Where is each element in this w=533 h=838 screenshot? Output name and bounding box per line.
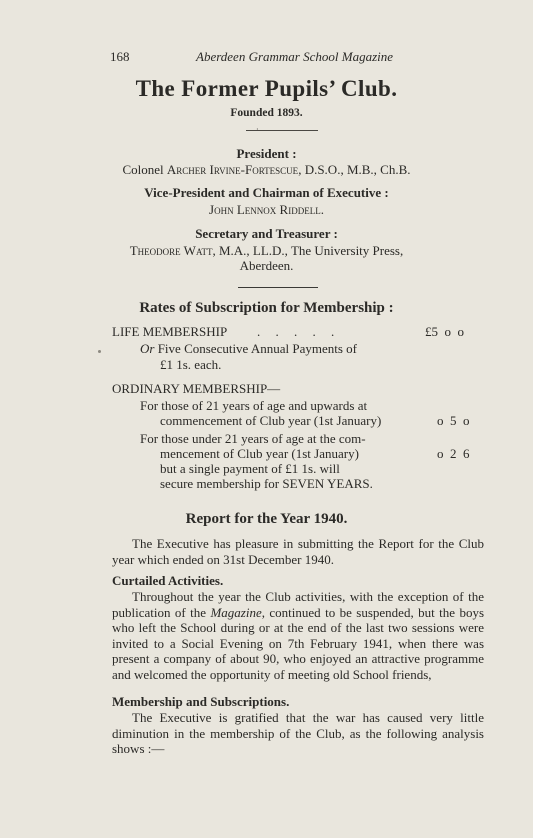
membership-heading: Membership and Subscriptions.	[112, 694, 290, 709]
activities-text-part2: , continued to be suspended, but the boys who left the School during or at the end of the last two sessions were invited to a Social Evening on 7th February 1941, when there was present a company of about 90, who enjoyed an attractive programme and welcomed the opportunity of meeting old School friends,	[112, 604, 485, 682]
adult-rate-line2: commencement of Club year (1st January)	[160, 413, 382, 428]
secretary-city: Aberdeen.	[239, 258, 294, 273]
junior-rate-line3: but a single payment of £1 1s. will	[160, 461, 340, 476]
life-membership-leader: . . . . .	[257, 324, 341, 339]
life-alternative-text: Five Consecutive Annual Payments of	[154, 341, 358, 356]
president-line	[0, 162, 533, 178]
life-alternative-or: Or	[140, 341, 155, 356]
activities-heading: Curtailed Activities.	[112, 573, 224, 588]
running-header	[0, 49, 533, 69]
adult-rate-amount: o 5 o	[437, 413, 470, 428]
secretary-name: Theodore Watt	[129, 243, 213, 258]
president-rank: Colonel	[122, 162, 167, 177]
life-alternative-amount: £1 1s. each.	[160, 357, 222, 372]
junior-rate-line2: mencement of Club year (1st January)	[160, 446, 359, 461]
page-number: 168	[110, 49, 130, 64]
ordinary-membership-label: ORDINARY MEMBERSHIP—	[112, 381, 281, 396]
report-intro	[112, 536, 484, 567]
junior-rate-line4: secure membership for SEVEN YEARS.	[160, 476, 373, 491]
print-speck	[98, 350, 101, 353]
president-heading: President :	[236, 146, 297, 161]
life-membership-label: LIFE MEMBERSHIP	[112, 324, 228, 339]
life-membership-amount: £5 o o	[425, 324, 464, 339]
activities-magazine-name: Magazine	[210, 604, 262, 620]
membership-text: The Executive is gratified that the war has caused very little diminution in the membership of the Club, as the following analysis shows :—	[112, 710, 484, 756]
secretary-affiliation: , M.A., LL.D., The University Press,	[212, 243, 404, 258]
vice-president-heading: Vice-President and Chairman of Executive :	[144, 185, 389, 200]
founded-line: Founded 1893.	[230, 107, 303, 119]
secretary-line	[0, 243, 533, 259]
secretary-heading: Secretary and Treasurer :	[195, 226, 338, 241]
activities-text-part1: Throughout the year the Club activities, with the exception of the publication of the	[112, 589, 484, 620]
junior-rate-amount: o 2 6	[437, 446, 470, 461]
membership-paragraph	[112, 710, 484, 757]
president-quals: , D.S.O., M.B., Ch.B.	[298, 162, 411, 177]
life-alternative-line	[140, 341, 357, 357]
section-divider	[238, 287, 318, 288]
club-title: The Former Pupils’ Club.	[135, 76, 398, 101]
adult-rate-line1: For those of 21 years of age and upwards at	[140, 398, 368, 413]
report-heading: Report for the Year 1940.	[185, 511, 348, 527]
vice-president-name: John Lennox Riddell.	[209, 202, 324, 217]
activities-paragraph	[112, 589, 484, 682]
rates-heading: Rates of Subscription for Membership :	[139, 300, 394, 316]
president-name: Archer Irvine-Fortescue	[166, 162, 299, 177]
journal-title: Aberdeen Grammar School Magazine	[196, 49, 394, 64]
ornament-divider: ·	[246, 126, 318, 134]
report-intro-text: The Executive has pleasure in submitting the Report for the Club year which ended on 31st December 1940.	[112, 536, 484, 567]
junior-rate-line1: For those under 21 years of age at the com-	[140, 431, 366, 446]
